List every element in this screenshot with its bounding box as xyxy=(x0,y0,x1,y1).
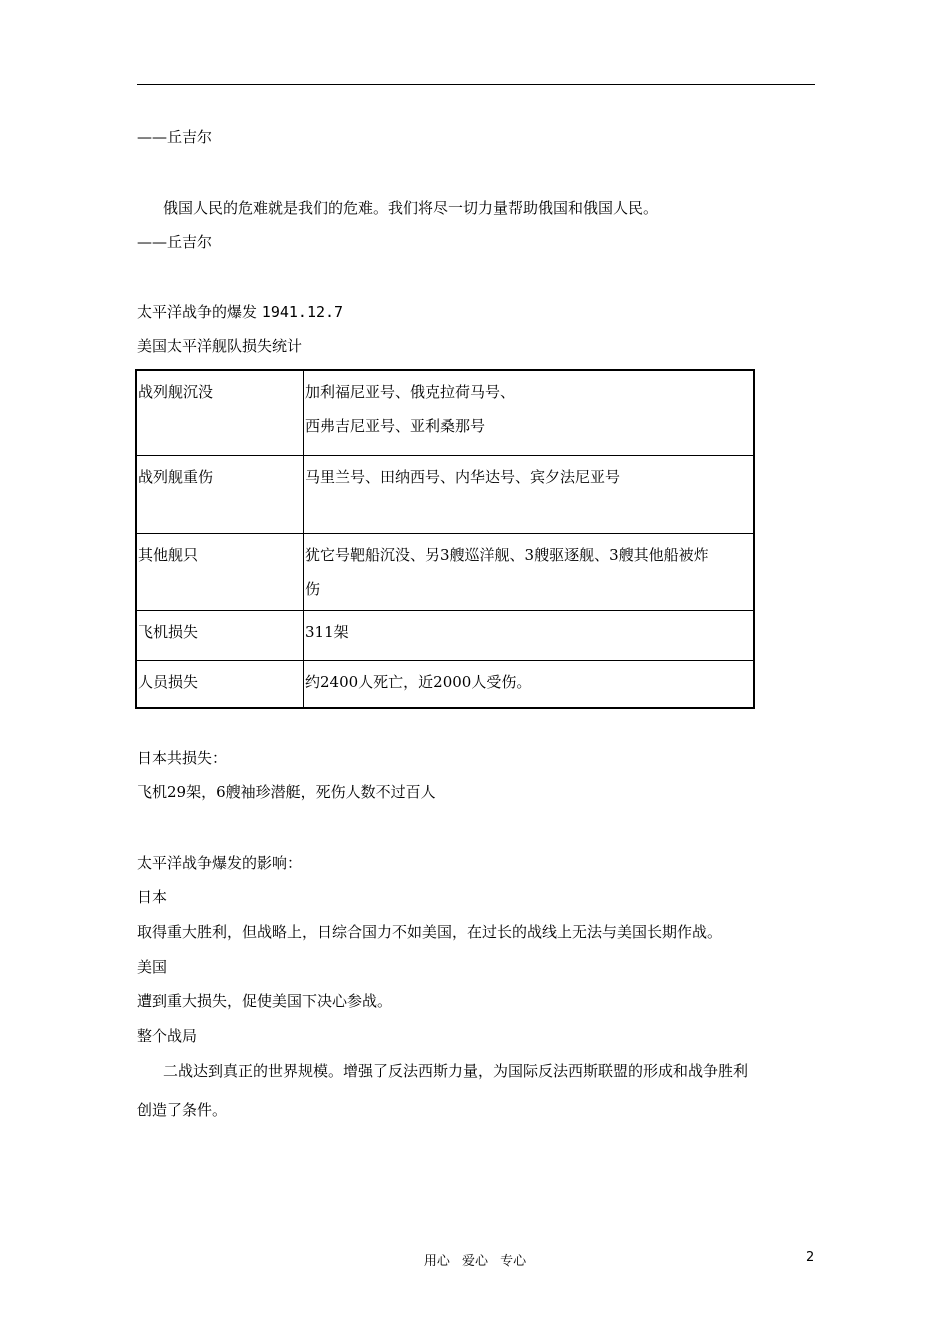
pacific-war-heading xyxy=(137,302,343,322)
row-value-line: 加利福尼亚号、俄克拉荷马号、 xyxy=(305,383,516,401)
row-value-line: 311架 xyxy=(305,622,349,641)
row-value-line: 约2400人死亡，近2000人受伤。 xyxy=(305,672,532,691)
usa-label: 美国 xyxy=(137,958,168,976)
pacific-war-title: 太平洋战争的爆发 xyxy=(137,303,258,321)
row-value xyxy=(304,455,755,533)
quote2-text: 俄国人民的危难就是我们的危难。我们将尽一切力量帮助俄国和俄国人民。 xyxy=(163,199,659,217)
row-value-line: 伤 xyxy=(305,579,321,598)
row-value xyxy=(304,370,755,455)
row-value-line: 西弗吉尼亚号、亚利桑那号 xyxy=(305,417,486,435)
japan-loss-text: 飞机29架，6艘袖珍潜艇，死伤人数不过百人 xyxy=(137,783,436,801)
page-number: 2 xyxy=(806,1250,815,1265)
row-label: 战列舰重伤 xyxy=(136,455,304,533)
table-caption: 美国太平洋舰队损失统计 xyxy=(137,337,303,355)
table-row xyxy=(136,533,754,610)
japan-loss-title: 日本共损失： xyxy=(137,749,228,767)
overall-impact-text: 二战达到真正的世界规模。增强了反法西斯力量，为国际反法西斯联盟的形成和战争胜利 xyxy=(163,1062,749,1080)
usa-impact-text: 遭到重大损失，促使美国下决心参战。 xyxy=(137,992,393,1010)
row-value-line: 马里兰号、田纳西号、内华达号、宾夕法尼亚号 xyxy=(305,467,621,486)
japan-label: 日本 xyxy=(137,888,168,906)
quote2-attribution: ——丘吉尔 xyxy=(137,233,213,251)
overall-impact-text-cont: 创造了条件。 xyxy=(137,1101,228,1119)
overall-label: 整个战局 xyxy=(137,1027,198,1045)
quote1-attribution: ——丘吉尔 xyxy=(137,128,213,146)
row-label: 飞机损失 xyxy=(136,610,304,660)
pacific-war-date: 1941.12.7 xyxy=(261,303,344,321)
header-rule xyxy=(137,84,815,85)
footer-motto: 用心 爱心 专心 xyxy=(423,1254,527,1269)
row-value xyxy=(304,660,755,708)
row-value xyxy=(304,533,755,610)
row-value-line: 犹它号靶船沉没、另3艘巡洋舰、3艘驱逐舰、3艘其他船被炸 xyxy=(305,545,709,564)
table-row xyxy=(136,610,754,660)
table-row xyxy=(136,370,754,455)
table-row xyxy=(136,455,754,533)
row-label: 人员损失 xyxy=(136,660,304,708)
loss-table xyxy=(135,369,755,709)
row-label: 战列舰沉没 xyxy=(136,370,304,455)
table-row xyxy=(136,660,754,708)
row-label: 其他舰只 xyxy=(136,533,304,610)
japan-impact-text: 取得重大胜利，但战略上，日综合国力不如美国，在过长的战线上无法与美国长期作战。 xyxy=(137,923,723,941)
impact-title: 太平洋战争爆发的影响： xyxy=(137,854,303,872)
row-value xyxy=(304,610,755,660)
